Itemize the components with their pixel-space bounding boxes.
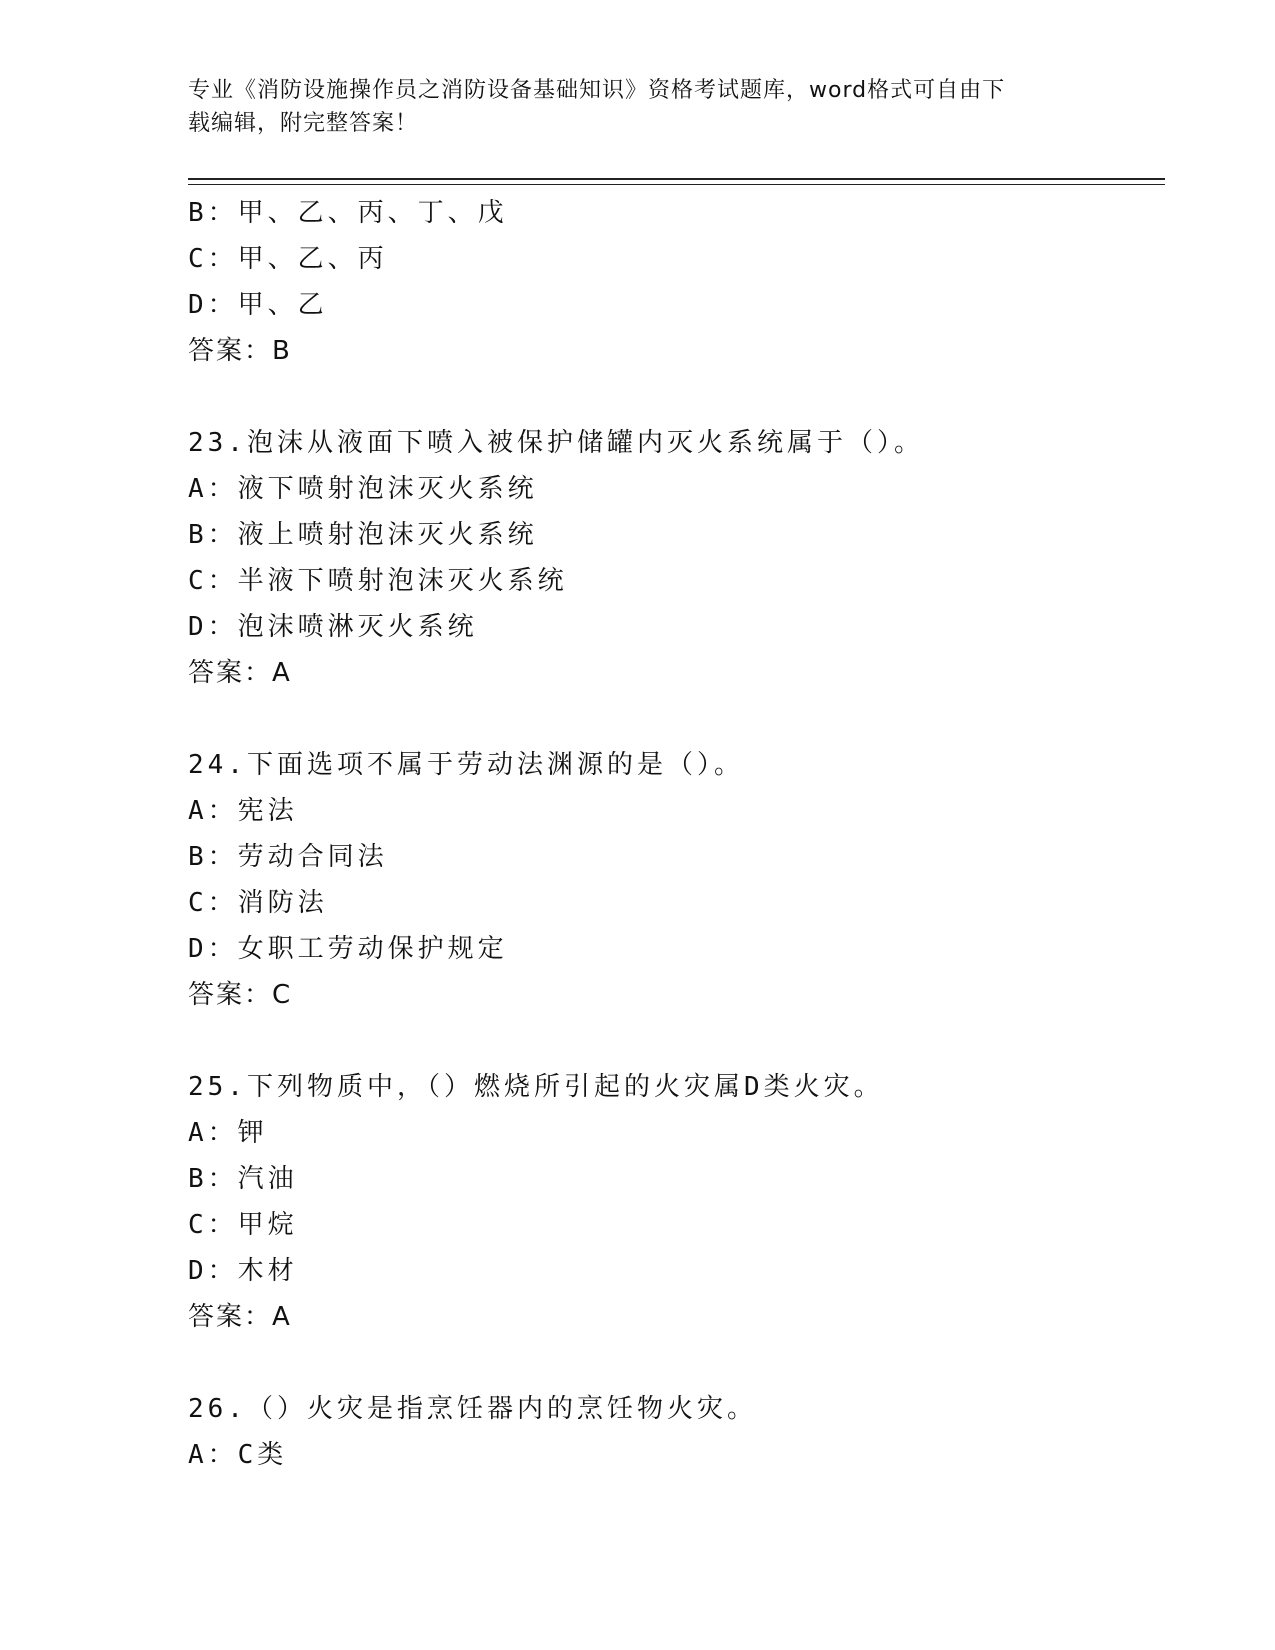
answer-line: 答案：B xyxy=(188,336,292,366)
option-a: A：C类 xyxy=(188,1440,288,1470)
option-b: B：甲、乙、丙、丁、戊 xyxy=(188,198,508,228)
option-b: B：劳动合同法 xyxy=(188,842,388,872)
question-stem: 23.泡沫从液面下喷入被保护储罐内灭火系统属于（）。 xyxy=(188,428,924,458)
question-stem: 26.（）火灾是指烹饪器内的烹饪物火灾。 xyxy=(188,1394,757,1424)
option-a: A：钾 xyxy=(188,1118,268,1148)
option-d: D：木材 xyxy=(188,1256,298,1286)
header-divider-thin xyxy=(188,184,1165,185)
option-b: B：汽油 xyxy=(188,1164,298,1194)
question-stem: 25.下列物质中，（）燃烧所引起的火灾属D类火灾。 xyxy=(188,1072,884,1102)
option-d: D：女职工劳动保护规定 xyxy=(188,934,508,964)
option-a: A：宪法 xyxy=(188,796,298,826)
option-c: C：甲烷 xyxy=(188,1210,298,1240)
header-divider-thick xyxy=(188,178,1165,180)
header-line-1: 专业《消防设施操作员之消防设备基础知识》资格考试题库，word格式可自由下 xyxy=(188,78,1006,103)
question-22-continued xyxy=(188,190,1148,374)
spacer xyxy=(188,1340,1148,1386)
question-23 xyxy=(188,420,1148,696)
question-26 xyxy=(188,1386,1148,1478)
option-d: D：甲、乙 xyxy=(188,290,328,320)
spacer xyxy=(188,696,1148,742)
spacer xyxy=(188,1018,1148,1064)
answer-line: 答案：A xyxy=(188,658,292,688)
question-stem: 24.下面选项不属于劳动法渊源的是（）。 xyxy=(188,750,744,780)
answer-line: 答案：C xyxy=(188,980,293,1010)
question-content xyxy=(188,190,1148,1478)
document-header xyxy=(188,74,1068,140)
question-25 xyxy=(188,1064,1148,1340)
header-line-2: 载编辑，附完整答案！ xyxy=(188,111,419,136)
option-c: C：半液下喷射泡沫灭火系统 xyxy=(188,566,568,596)
option-b: B：液上喷射泡沫灭火系统 xyxy=(188,520,538,550)
option-d: D：泡沫喷淋灭火系统 xyxy=(188,612,478,642)
answer-line: 答案：A xyxy=(188,1302,292,1332)
option-a: A：液下喷射泡沫灭火系统 xyxy=(188,474,538,504)
option-c: C：甲、乙、丙 xyxy=(188,244,388,274)
option-c: C：消防法 xyxy=(188,888,328,918)
question-24 xyxy=(188,742,1148,1018)
spacer xyxy=(188,374,1148,420)
